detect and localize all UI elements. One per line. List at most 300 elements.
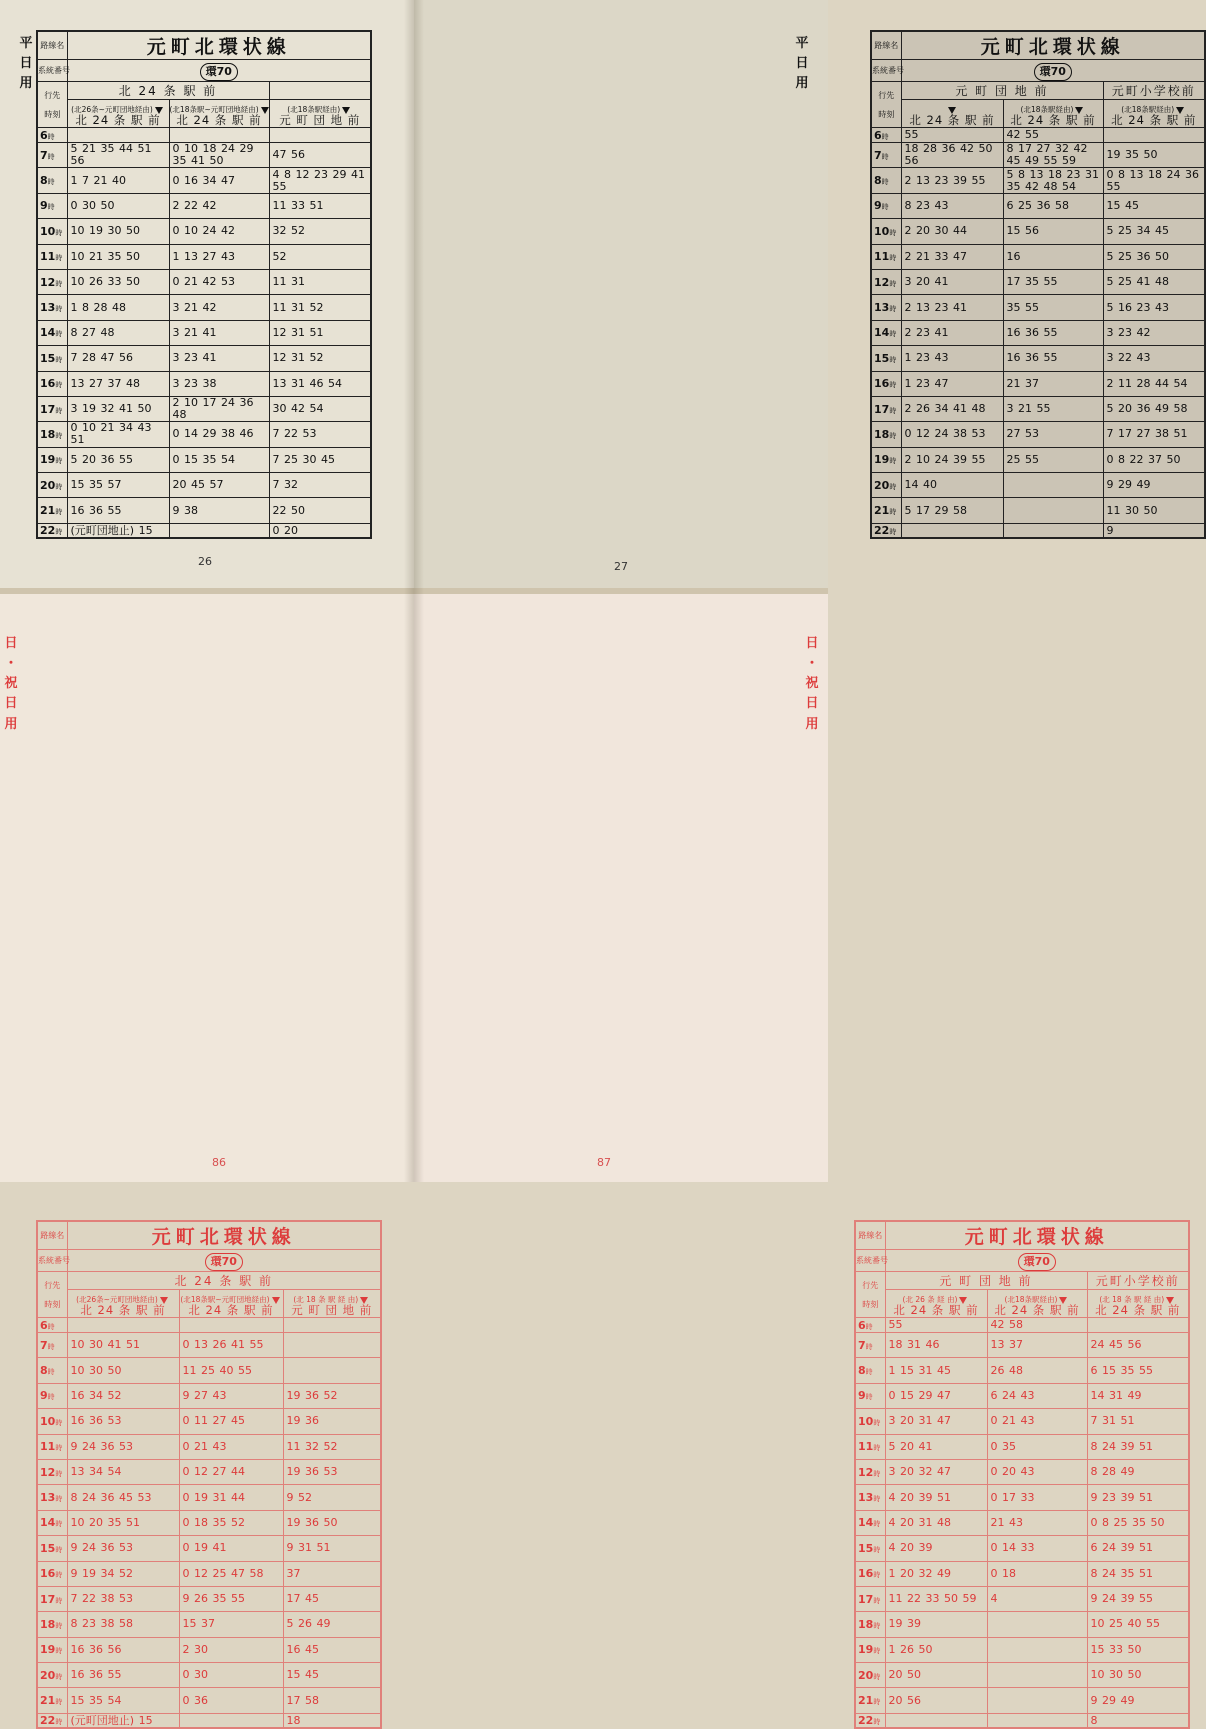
departure-times: 5 25 36 50: [1103, 244, 1205, 269]
hour-row: [871, 168, 1205, 193]
departure-times: 8 23 38 58: [67, 1612, 179, 1637]
departure-times: 11 22 33 50 59: [885, 1586, 987, 1611]
hour-suffix: 時: [889, 228, 897, 237]
hour-number: 17: [874, 402, 890, 416]
departure-times: 16 45: [283, 1637, 381, 1662]
hour-suffix: 時: [889, 457, 897, 466]
destination-label: 行先: [862, 1280, 879, 1290]
hour-number: 12: [874, 275, 890, 289]
departure-times: 7 31 51: [1087, 1409, 1189, 1434]
hour-suffix: 時: [55, 228, 63, 237]
hour-cell: [37, 1409, 67, 1434]
hour-suffix: 時: [873, 1495, 881, 1504]
holiday-label-left: [3, 634, 19, 735]
departure-times: 1 8 28 48: [67, 295, 169, 320]
hour-row: [37, 1713, 381, 1728]
holiday-label-right: [804, 634, 820, 735]
hour-number: 9: [40, 1389, 48, 1403]
hour-suffix: 時: [55, 1647, 63, 1656]
hour-cell: [871, 219, 901, 244]
hour-number: 17: [40, 1592, 56, 1606]
destination-label-cell: [855, 1272, 885, 1318]
hour-number: 6: [40, 128, 48, 142]
destination-group-0: 北 24 条 駅 前: [67, 1272, 381, 1290]
departure-times: 0 10 21 34 43 51: [67, 422, 169, 447]
hour-row: [855, 1536, 1189, 1561]
departure-times: 11 30 50: [1103, 498, 1205, 523]
via-text: (北18条駅経由): [1121, 105, 1175, 114]
destination-group-0: 元 町 団 地 前: [901, 82, 1103, 100]
hour-cell: [37, 523, 67, 538]
hour-row: [37, 143, 371, 168]
via-text: (北26条~元町団地経由): [76, 1295, 158, 1304]
hour-row: [871, 143, 1205, 168]
departure-times: [885, 1713, 987, 1728]
hour-suffix: 時: [873, 1647, 881, 1656]
departure-times: 0 20: [269, 523, 371, 538]
hour-cell: [855, 1663, 885, 1688]
hour-row: [855, 1485, 1189, 1510]
hour-suffix: 時: [47, 178, 55, 187]
departure-times: 16 36 55: [1003, 346, 1103, 371]
departure-times: 32 52: [269, 219, 371, 244]
departure-times: 3 21 41: [169, 320, 269, 345]
page-divider: [0, 588, 828, 594]
column-header-2: [1103, 100, 1205, 128]
departure-times: 47 56: [269, 143, 371, 168]
departure-times: 18 28 36 42 50 56: [901, 143, 1003, 168]
hour-row: [855, 1586, 1189, 1611]
departure-times: [1003, 498, 1103, 523]
hour-cell: [37, 1586, 67, 1611]
hour-suffix: 時: [873, 1718, 881, 1727]
departure-times: 6 24 43: [987, 1383, 1087, 1408]
hour-row: [37, 396, 371, 421]
departure-times: 1 13 27 43: [169, 244, 269, 269]
hour-number: 6: [858, 1318, 866, 1332]
hour-suffix: 時: [55, 1545, 63, 1554]
hour-row: [37, 193, 371, 218]
hour-row: [37, 447, 371, 472]
departure-times: 0 17 33: [987, 1485, 1087, 1510]
departure-times: 3 21 42: [169, 295, 269, 320]
hour-number: 11: [40, 1440, 56, 1454]
hour-number: 13: [40, 301, 56, 315]
departure-times: 3 20 41: [901, 269, 1003, 294]
departure-times: 12 31 52: [269, 346, 371, 371]
departure-times: 8 24 36 45 53: [67, 1485, 179, 1510]
hour-row: [37, 1409, 381, 1434]
system-number-label: 系統番号: [855, 1250, 885, 1272]
hour-cell: [37, 269, 67, 294]
destination-label-cell: [37, 82, 67, 128]
hour-row: [37, 1485, 381, 1510]
route-title: 元町北環状線: [885, 1221, 1189, 1250]
system-code-badge: 環70: [205, 1253, 243, 1271]
hour-row: [855, 1510, 1189, 1535]
hour-row: [871, 396, 1205, 421]
departure-times: 4: [987, 1586, 1087, 1611]
departure-times: 10 30 50: [67, 1358, 179, 1383]
hour-cell: [871, 128, 901, 143]
hour-cell: [871, 193, 901, 218]
departure-times: 3 20 32 47: [885, 1459, 987, 1484]
hour-suffix: 時: [889, 482, 897, 491]
hour-cell: [37, 1383, 67, 1408]
hour-suffix: 時: [873, 1571, 881, 1580]
departure-times: 9 52: [283, 1485, 381, 1510]
column-header-row: [855, 1290, 1189, 1318]
hour-header-label: 時刻: [44, 1299, 61, 1309]
departure-times: 2 20 30 44: [901, 219, 1003, 244]
departure-times: 0 12 25 47 58: [179, 1561, 283, 1586]
departure-times: 2 26 34 41 48: [901, 396, 1003, 421]
column-header-0: [901, 100, 1003, 128]
system-code-badge: 環70: [1034, 63, 1072, 81]
hour-row: [37, 1510, 381, 1535]
departure-times: 13 31 46 54: [269, 371, 371, 396]
system-row: [855, 1250, 1189, 1272]
hour-suffix: 時: [881, 178, 889, 187]
hour-row: [37, 1536, 381, 1561]
hour-suffix: 時: [55, 1520, 63, 1529]
hour-suffix: 時: [47, 132, 55, 141]
hour-header-label: 時刻: [44, 109, 61, 119]
hour-suffix: 時: [47, 152, 55, 161]
hour-number: 11: [40, 250, 56, 264]
side-label-char: 用: [19, 76, 33, 92]
departure-times: 15 37: [179, 1612, 283, 1637]
hour-row: [855, 1459, 1189, 1484]
departure-times: 11 31 52: [269, 295, 371, 320]
departure-times: 19 36 50: [283, 1510, 381, 1535]
departure-times: 5 25 34 45: [1103, 219, 1205, 244]
departure-times: 11 25 40 55: [179, 1358, 283, 1383]
departure-times: 30 42 54: [269, 396, 371, 421]
departure-times: 0 18: [987, 1561, 1087, 1586]
departure-times: 3 19 32 41 50: [67, 396, 169, 421]
departure-times: 15 35 54: [67, 1688, 179, 1713]
departure-times: [987, 1688, 1087, 1713]
hour-suffix: 時: [47, 1368, 55, 1377]
destination-row: [37, 82, 371, 100]
hour-row: [37, 219, 371, 244]
hour-cell: [37, 1485, 67, 1510]
hour-suffix: 時: [55, 279, 63, 288]
departure-times: [987, 1713, 1087, 1728]
hour-cell: [855, 1358, 885, 1383]
destination-row: [871, 82, 1205, 100]
departure-times: 0 10 24 42: [169, 219, 269, 244]
side-label-char: 用: [4, 716, 18, 732]
departure-times: 10 30 50: [1087, 1663, 1189, 1688]
departure-times: 6 15 35 55: [1087, 1358, 1189, 1383]
departure-times: 55: [901, 128, 1003, 143]
hour-suffix: 時: [55, 1672, 63, 1681]
via-text: (北18条駅経由): [1020, 105, 1074, 114]
hour-suffix: 時: [55, 431, 63, 440]
hour-cell: [37, 1713, 67, 1728]
system-number-label: 系統番号: [37, 1250, 67, 1272]
destination-label: 行先: [44, 1280, 61, 1290]
timetable-holiday-from-motomachi: [854, 1220, 1190, 1729]
hour-cell: [37, 1459, 67, 1484]
departure-times: 14 40: [901, 473, 1003, 498]
hour-suffix: 時: [55, 330, 63, 339]
hour-row: [37, 1637, 381, 1662]
system-code-badge: 環70: [1018, 1253, 1056, 1271]
hour-cell: [871, 295, 901, 320]
system-number-cell: [901, 60, 1205, 82]
column-header-2: [1087, 1290, 1189, 1318]
hour-number: 18: [40, 1617, 56, 1631]
departure-times: 5 20 36 55: [67, 447, 169, 472]
hour-cell: [871, 244, 901, 269]
hour-number: 12: [40, 275, 56, 289]
hour-suffix: 時: [873, 1469, 881, 1478]
hour-cell: [37, 473, 67, 498]
hour-cell: [37, 193, 67, 218]
hour-header-label: 時刻: [862, 1299, 879, 1309]
departure-times: [987, 1637, 1087, 1662]
hour-row: [871, 473, 1205, 498]
departure-times: 2 13 23 41: [901, 295, 1003, 320]
hour-cell: [871, 320, 901, 345]
hour-suffix: 時: [55, 1418, 63, 1427]
hour-number: 11: [858, 1440, 874, 1454]
departure-times: 1 23 43: [901, 346, 1003, 371]
hour-suffix: 時: [55, 1596, 63, 1605]
hour-number: 14: [40, 326, 56, 340]
departure-times: 24 45 56: [1087, 1333, 1189, 1358]
hour-cell: [871, 168, 901, 193]
via-text: (北 18 条 駅 経 由): [1099, 1295, 1165, 1304]
via-text: (北 18 条 駅 経 由): [293, 1295, 359, 1304]
departure-times: 15 45: [1103, 193, 1205, 218]
departure-times: 27 53: [1003, 422, 1103, 447]
hour-number: 8: [40, 1364, 48, 1378]
hour-cell: [37, 244, 67, 269]
column-header-0: [67, 100, 169, 128]
departure-times: [1003, 523, 1103, 538]
hour-cell: [37, 346, 67, 371]
hour-cell: [855, 1510, 885, 1535]
departure-times: [987, 1663, 1087, 1688]
hour-suffix: 時: [889, 406, 897, 415]
departure-times: 9 29 49: [1103, 473, 1205, 498]
hour-cell: [855, 1561, 885, 1586]
hour-row: [37, 1586, 381, 1611]
hour-suffix: 時: [873, 1596, 881, 1605]
hour-suffix: 時: [47, 1322, 55, 1331]
departure-times: 5 16 23 43: [1103, 295, 1205, 320]
hour-row: [37, 371, 371, 396]
hour-cell: [871, 447, 901, 472]
hour-row: [855, 1688, 1189, 1713]
departure-times: 9 24 36 53: [67, 1536, 179, 1561]
departure-times: 7 32: [269, 473, 371, 498]
hour-number: 6: [40, 1318, 48, 1332]
departure-times: [901, 523, 1003, 538]
hour-suffix: 時: [55, 1698, 63, 1707]
departure-times: 5 21 35 44 51 56: [67, 143, 169, 168]
departure-times: 13 34 54: [67, 1459, 179, 1484]
hour-cell: [37, 1333, 67, 1358]
hour-suffix: 時: [55, 457, 63, 466]
hour-suffix: 時: [55, 1469, 63, 1478]
side-label-char: 日: [4, 696, 18, 712]
hour-cell: [871, 498, 901, 523]
hour-suffix: 時: [889, 254, 897, 263]
hour-cell: [855, 1434, 885, 1459]
hour-number: 19: [874, 453, 890, 467]
hour-suffix: 時: [873, 1621, 881, 1630]
departure-times: 9 24 36 53: [67, 1434, 179, 1459]
hour-number: 10: [858, 1414, 874, 1428]
hour-number: 21: [858, 1694, 874, 1708]
departure-times: 0 21 42 53: [169, 269, 269, 294]
hour-row: [855, 1358, 1189, 1383]
departure-times: 5 26 49: [283, 1612, 381, 1637]
hour-row: [37, 269, 371, 294]
departure-times: 15 56: [1003, 219, 1103, 244]
via-text: (北18条駅経由): [287, 105, 341, 114]
system-number-cell: [67, 60, 371, 82]
departure-times: 8 24 39 51: [1087, 1434, 1189, 1459]
hour-number: 15: [858, 1541, 874, 1555]
hour-cell: [855, 1485, 885, 1510]
departure-times: 0 8 13 18 24 36 55: [1103, 168, 1205, 193]
column-name: 北 24 条 駅 前: [909, 113, 995, 127]
column-header-0: [67, 1290, 179, 1318]
hour-row: [855, 1434, 1189, 1459]
hour-row: [37, 1459, 381, 1484]
departure-times: 19 36 52: [283, 1383, 381, 1408]
hour-row: [871, 371, 1205, 396]
departure-times: 18: [283, 1713, 381, 1728]
hour-suffix: 時: [55, 305, 63, 314]
departure-times: 7 25 30 45: [269, 447, 371, 472]
departure-times: 16: [1003, 244, 1103, 269]
departure-times: 10 26 33 50: [67, 269, 169, 294]
route-name-label: 路線名: [871, 31, 901, 60]
route-title: 元町北環状線: [901, 31, 1205, 60]
hour-number: 19: [858, 1643, 874, 1657]
route-title: 元町北環状線: [67, 1221, 381, 1250]
hour-number: 12: [858, 1465, 874, 1479]
hour-number: 10: [874, 224, 890, 238]
hour-cell: [37, 1688, 67, 1713]
title-row: [37, 1221, 381, 1250]
hour-row: [871, 447, 1205, 472]
hour-number: 10: [40, 1414, 56, 1428]
via-text: (北18条駅~元町団地経由): [169, 105, 259, 114]
departure-times: 4 20 39: [885, 1536, 987, 1561]
departure-times: 2 23 41: [901, 320, 1003, 345]
hour-suffix: 時: [865, 1322, 873, 1331]
system-row: [37, 1250, 381, 1272]
hour-row: [871, 422, 1205, 447]
departure-times: 1 20 32 49: [885, 1561, 987, 1586]
departure-times: 15 35 57: [67, 473, 169, 498]
departure-times: 16 36 56: [67, 1637, 179, 1662]
hour-cell: [37, 143, 67, 168]
hour-cell: [871, 396, 901, 421]
title-row: [871, 31, 1205, 60]
departure-times: 5 17 29 58: [901, 498, 1003, 523]
hour-suffix: 時: [47, 203, 55, 212]
departure-times: 9 26 35 55: [179, 1586, 283, 1611]
hour-number: 15: [874, 351, 890, 365]
departure-times: [987, 1612, 1087, 1637]
hour-number: 20: [40, 1668, 56, 1682]
hour-cell: [37, 320, 67, 345]
page-number: 87: [597, 1156, 611, 1169]
timetable-weekday-to-kita24: [36, 30, 372, 539]
destination-row: [855, 1272, 1189, 1290]
system-code-badge: 環70: [200, 63, 238, 81]
hour-suffix: 時: [881, 203, 889, 212]
hour-number: 9: [40, 199, 48, 213]
departure-times: 11 32 52: [283, 1434, 381, 1459]
departure-times: 7 22 38 53: [67, 1586, 179, 1611]
departure-times: 55: [885, 1318, 987, 1333]
hour-suffix: 時: [865, 1393, 873, 1402]
hour-row: [37, 1333, 381, 1358]
hour-cell: [37, 1318, 67, 1333]
hour-number: 9: [874, 199, 882, 213]
departure-times: 11 31: [269, 269, 371, 294]
hour-cell: [855, 1637, 885, 1662]
departure-times: 5 20 41: [885, 1434, 987, 1459]
departure-times: 5 20 36 49 58: [1103, 396, 1205, 421]
hour-row: [855, 1383, 1189, 1408]
hour-row: [871, 219, 1205, 244]
side-label-char: 日: [805, 696, 819, 712]
hour-suffix: 時: [889, 431, 897, 440]
column-name: 北 24 条 駅 前: [1095, 1303, 1181, 1317]
side-label-char: 平: [795, 36, 809, 51]
hour-row: [37, 1612, 381, 1637]
hour-number: 9: [858, 1389, 866, 1403]
hour-suffix: 時: [889, 330, 897, 339]
column-name: 元 町 団 地 前: [279, 113, 361, 127]
departure-times: 0 35: [987, 1434, 1087, 1459]
departure-times: 42 58: [987, 1318, 1087, 1333]
side-label-char: 日: [805, 636, 819, 651]
departure-times: 20 50: [885, 1663, 987, 1688]
column-header-row: [37, 1290, 381, 1318]
column-header-0: [885, 1290, 987, 1318]
hour-cell: [871, 346, 901, 371]
system-number-cell: [67, 1250, 381, 1272]
hour-suffix: 時: [889, 355, 897, 364]
hour-cell: [855, 1688, 885, 1713]
hour-suffix: 時: [889, 528, 897, 537]
title-row: [37, 31, 371, 60]
departure-times: 3 20 31 47: [885, 1409, 987, 1434]
departure-times: 9 38: [169, 498, 269, 523]
departure-times: 25 55: [1003, 447, 1103, 472]
hour-row: [37, 346, 371, 371]
departure-times: 2 10 24 39 55: [901, 447, 1003, 472]
weekday-label-right: [794, 34, 810, 94]
column-name: 北 24 条 駅 前: [893, 1303, 979, 1317]
hour-number: 15: [40, 1541, 56, 1555]
hour-number: 7: [40, 148, 48, 162]
hour-row: [37, 1688, 381, 1713]
departure-times: 11 33 51: [269, 193, 371, 218]
